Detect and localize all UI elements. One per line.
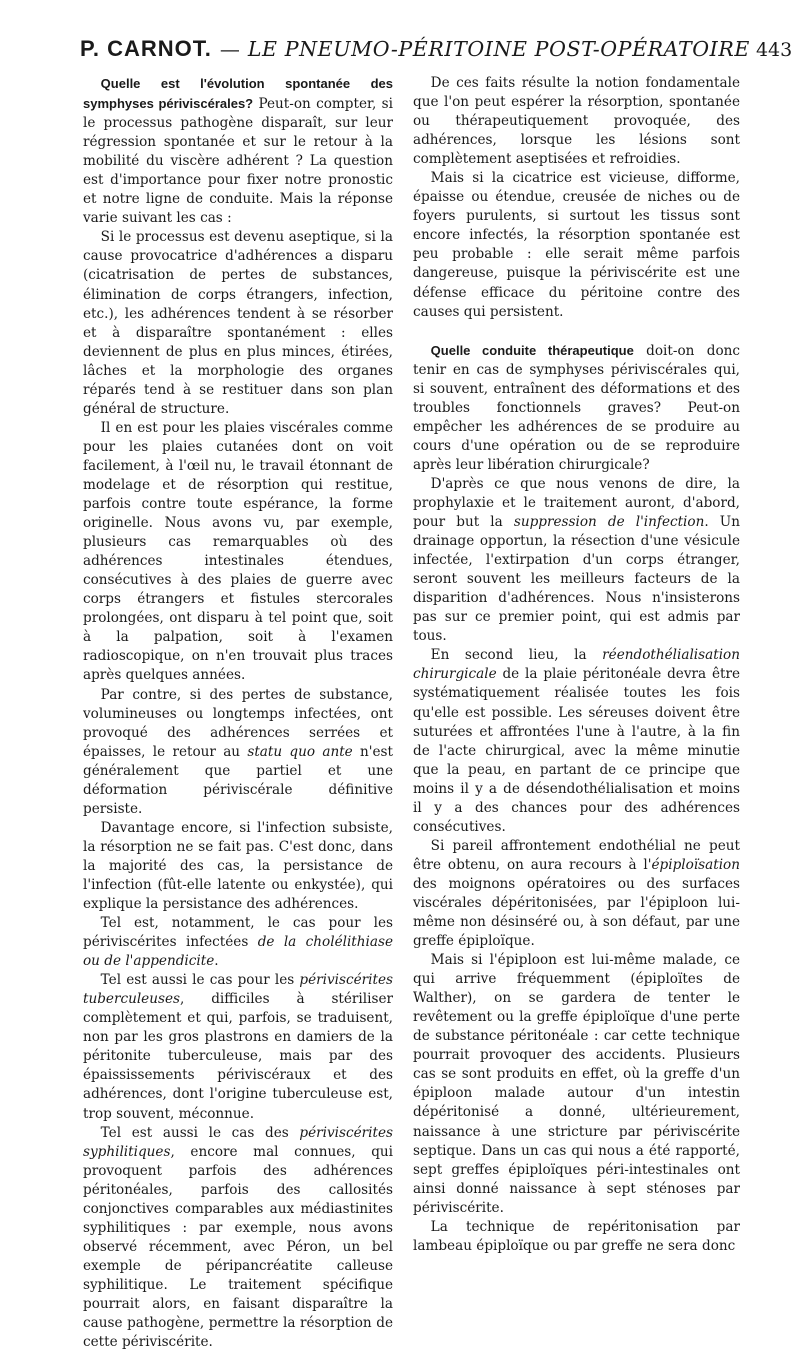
header-title: LE PNEUMO-PÉRITOINE POST-OPÉRATOIRE xyxy=(247,37,750,61)
paragraph xyxy=(413,341,740,475)
paragraph-text: . xyxy=(214,953,219,970)
paragraph-text: Par contre, si des pertes de substance, volumineuses ou longtemps infectées, ont provoqué des adhérences serrées et épaisses, le retour au xyxy=(83,686,393,760)
header-author: P. CARNOT. xyxy=(80,36,212,61)
paragraph xyxy=(83,971,393,1123)
italic-term: périviscérites tuberculeuses xyxy=(83,972,393,1008)
paragraph xyxy=(83,914,393,971)
paragraph-text: En second lieu, la xyxy=(430,647,603,664)
paragraph xyxy=(83,1124,393,1352)
italic-term: de la cholélithiase ou de l'appendicite xyxy=(83,934,393,970)
section-gap xyxy=(413,322,740,341)
paragraph-text: Tel est aussi le cas des xyxy=(100,1124,300,1141)
italic-term: périviscérites syphilitiques xyxy=(83,1124,393,1160)
paragraph-text: Si pareil affrontement endothélial ne peut être obtenu, on aura recours à l' xyxy=(413,837,740,873)
question-heading: Quelle est l'évolution spontanée des symphyses périviscérales? xyxy=(83,76,393,112)
paragraph-text: de la plaie péritonéale devra être systématiquement réalisée toutes les fois qu'elle est possible. Les séreuses doivent être suturées et affrontées l'une à l'autre, à la fin de l'acte chirurgical, avec la même minutie que la peau, en partant de ce principe que moins il y a de désendothélialisation et moins il y a des chances pour des adhérences consécutives. xyxy=(413,666,740,835)
header-dash: — xyxy=(219,37,240,61)
left-column xyxy=(83,74,393,1352)
paragraph: La technique de repéritonisation par lambeau épiploïque ou par greffe ne sera donc xyxy=(413,1218,740,1254)
paragraph: Mais si la cicatrice est vicieuse, difforme, épaisse ou étendue, creusée de niches ou de foyers purulents, si surtout les tissus sont encore infectés, la résorption spontanée est peu probable : elle serait même parfois dangereuse, puisque la périviscérite est une défense efficace du péritoine contre des causes qui persistent. xyxy=(413,170,740,320)
paragraph xyxy=(83,686,393,819)
italic-term: réendothélialisation chirurgicale xyxy=(413,647,740,683)
paragraph-text: Peut-on compter, si le processus pathogène disparaît, sur leur régression spontanée et sur le retour à la mobilité du viscère adhérent ? La question est d'importance pour fixer notre pronostic et notre ligne de conduite. Mais la réponse varie suivant les cas : xyxy=(83,96,393,227)
paragraph-text: des moignons opératoires ou des surfaces viscérales dépéritonisées, par l'épiploon lui-même non désinséré ou, à son défaut, par une greffe épiploïque. xyxy=(413,875,740,950)
paragraph-text: , difficiles à stériliser complètement et qui, parfois, se traduisent, non par les gros plastrons en damiers de la péritonite tuberculeuse, mais par des épaississements périviscéraux et des adhérences, dont l'origine tuberculeuse est, trop souvent, méconnue. xyxy=(83,991,393,1122)
paragraph-text: n'est généralement que partiel et une déformation périviscérale définitive persiste. xyxy=(83,743,393,817)
page-number: 443 xyxy=(755,39,793,61)
paragraph: Davantage encore, si l'infection subsiste, la résorption ne se fait pas. C'est donc, dans la majorité des cas, la persistance de l'infection (fût-elle latente ou enkystée), qui explique la persistance des adhérences. xyxy=(83,819,393,913)
right-column xyxy=(413,74,740,1256)
paragraph: Il en est pour les plaies viscérales comme pour les plaies cutanées dont on voit facilement, à l'œil nu, le travail étonnant de modelage et de résorption qui restitue, parfois contre toute espérance, la forme originelle. Nous avons vu, par exemple, plusieurs cas remarquables où des adhérences intestinales étendues, consécutives à des plaies de guerre avec corps étrangers et fistules stercorales prolongées, ont disparu à tel point que, soit à la palpation, soit à l'examen radioscopique, on n'en trouvait plus traces après quelques années. xyxy=(83,419,393,684)
paragraph-text: D'après ce que nous venons de dire, la prophylaxie et le traitement auront, d'abord, pour but la xyxy=(413,475,740,531)
paragraph: Si le processus est devenu aseptique, si la cause provocatrice d'adhérences a disparu (cicatrisation de pertes de substances, élimination de corps étrangers, infection, etc.), les adhérences tendent à se résorber et à disparaître spontanément : elles deviennent de plus en plus minces, étirées, lâches et la morphologie des organes réparés tend à se restituer dans son plan général de structure. xyxy=(83,229,393,417)
paragraph xyxy=(413,646,740,836)
paragraph-text: doit-on donc tenir en cas de symphyses périviscérales qui, si souvent, entraînent des déformations et des troubles fonctionnels graves? Peut-on empêcher les adhérences de se produire au cours d'une opération ou de se reproduire après leur libération chirurgicale? xyxy=(413,342,740,473)
paragraph xyxy=(413,475,740,646)
paragraph: De ces faits résulte la notion fondamentale que l'on peut espérer la résorption, spontanée ou thérapeutiquement provoquée, des adhérences, lorsque les lésions sont complètement aseptisées et refroidies. xyxy=(413,75,740,168)
running-header xyxy=(80,36,793,66)
question-heading: Quelle conduite thérapeutique xyxy=(430,342,634,358)
paragraph-text: . Un drainage opportun, la résection d'une vésicule infectée, l'extirpation d'un corps étranger, seront souvent les meilleurs facteurs de la disparition d'adhérences. Nous n'insisterons pas sur ce premier point, qui est admis par tous. xyxy=(413,514,740,645)
paragraph: Mais si l'épiploon est lui-même malade, ce qui arrive fréquemment (épiploïtes de Walther), on se gardera de tenter le revêtement ou la greffe épiploïque d'une perte de substance péritonéale : car cette technique pourrait provoquer des accidents. Plusieurs cas se sont produits en effet, où la greffe d'un épiploon malade autour d'un intestin dépéritonisé a donné, ultérieurement, naissance à une stricture par périviscérite septique. Dans un cas qui nous a été rapporté, sept greffes épiploïques péri-intestinales ont ainsi donné naissance à sept sténoses par périviscérite. xyxy=(413,952,740,1216)
italic-term: statu quo ante xyxy=(247,743,353,760)
italic-term: suppression de l'infection xyxy=(513,514,705,531)
paragraph xyxy=(83,74,393,228)
paragraph xyxy=(413,837,740,951)
paragraph-text: , encore mal connues, qui provoquent parfois des adhérences péritonéales, parfois des callosités conjonctives comparables aux médiastinites syphilitiques : par exemple, nous avons observé récemment, avec Péron, un bel exemple de péripancréatite calleuse syphilitique. Le traitement spécifique pourrait alors, en faisant disparaître la cause pathogène, permettre la résorption de cette périviscérite. xyxy=(83,1143,393,1351)
paragraph-text: Tel est aussi le cas pour les xyxy=(100,972,300,989)
italic-term: épiploïsation xyxy=(651,856,740,873)
paragraph-text: Tel est, notamment, le cas pour les périviscérites infectées xyxy=(83,915,393,951)
